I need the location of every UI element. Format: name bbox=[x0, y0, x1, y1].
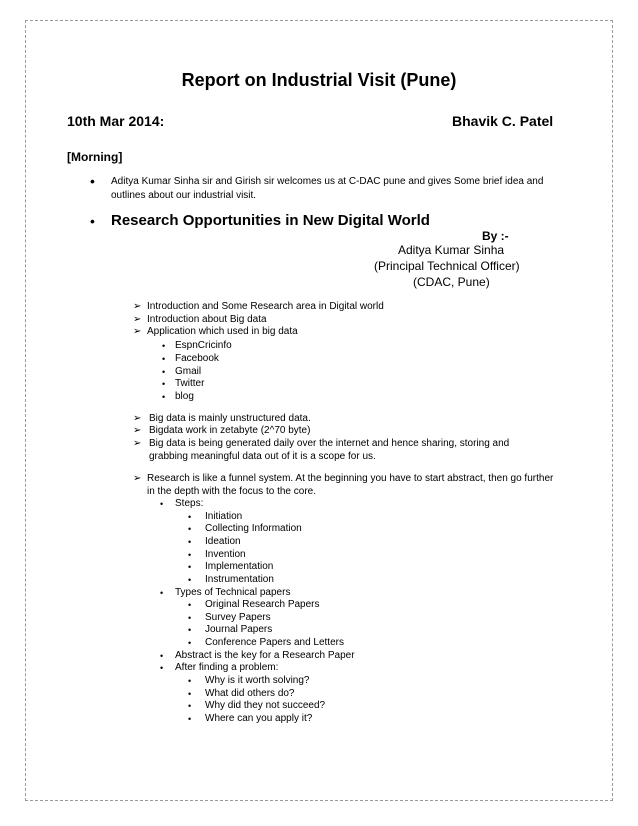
bullet-icon: • bbox=[90, 213, 95, 229]
report-date: 10th Mar 2014: bbox=[67, 113, 165, 129]
question-item: What did others do? bbox=[205, 688, 295, 699]
arrow-bullet-icon: ➢ bbox=[133, 438, 142, 449]
bullet-icon: • bbox=[188, 701, 192, 711]
arrow-bullet-icon: ➢ bbox=[133, 301, 142, 312]
intro-paragraph: Aditya Kumar Sinha sir and Girish sir welcomes us at C-DAC pune and gives Some brief idea and outlines about our industrial visit. bbox=[111, 176, 544, 201]
paper-type-item: Survey Papers bbox=[205, 612, 271, 623]
application-item: blog bbox=[175, 391, 194, 402]
section-heading: Research Opportunities in New Digital World bbox=[111, 212, 430, 229]
bullet-icon: • bbox=[188, 575, 192, 585]
abstract-note: Abstract is the key for a Research Paper bbox=[175, 650, 355, 661]
paper-type-item: Journal Papers bbox=[205, 624, 273, 635]
paper-type-item: Original Research Papers bbox=[205, 599, 320, 610]
topic-item: Introduction about Big data bbox=[147, 314, 267, 325]
bigdata-point: Big data is being generated daily over the internet and hence sharing, storing and grabbing meaningful data out of it is a scope for us. bbox=[149, 438, 510, 462]
bullet-icon: • bbox=[188, 625, 192, 635]
speaker-role: (Principal Technical Officer) bbox=[374, 259, 520, 273]
bullet-icon: • bbox=[188, 537, 192, 547]
report-title: Report on Industrial Visit (Pune) bbox=[181, 70, 457, 90]
step-item: Implementation bbox=[205, 561, 274, 572]
step-item: Invention bbox=[205, 549, 246, 560]
bullet-icon: • bbox=[90, 173, 95, 189]
bullet-icon: • bbox=[162, 379, 166, 389]
bullet-icon: • bbox=[162, 354, 166, 364]
research-intro: Research is like a funnel system. At the beginning you have to start abstract, then go further in the depth with the focus to the core. bbox=[147, 473, 554, 497]
bullet-icon: • bbox=[162, 392, 166, 402]
topic-item: Introduction and Some Research area in Digital world bbox=[147, 301, 384, 312]
bullet-icon: • bbox=[160, 499, 164, 509]
question-item: Why is it worth solving? bbox=[205, 675, 310, 686]
speaker-name: Aditya Kumar Sinha bbox=[398, 243, 505, 257]
papers-label: Types of Technical papers bbox=[175, 587, 291, 598]
bullet-icon: • bbox=[160, 651, 164, 661]
bullet-icon: • bbox=[160, 663, 164, 673]
step-item: Ideation bbox=[205, 536, 241, 547]
bullet-icon: • bbox=[188, 638, 192, 648]
application-item: EspnCricinfo bbox=[175, 340, 232, 351]
session-label: [Morning] bbox=[67, 150, 123, 164]
arrow-bullet-icon: ➢ bbox=[133, 326, 142, 337]
arrow-bullet-icon: ➢ bbox=[133, 413, 142, 424]
steps-label: Steps: bbox=[175, 498, 204, 509]
application-item: Gmail bbox=[175, 366, 202, 377]
paper-type-item: Conference Papers and Letters bbox=[205, 637, 344, 648]
bullet-icon: • bbox=[188, 676, 192, 686]
bigdata-point: Bigdata work in zetabyte (2^70 byte) bbox=[149, 425, 311, 436]
step-item: Instrumentation bbox=[205, 574, 274, 585]
arrow-bullet-icon: ➢ bbox=[133, 314, 142, 325]
bullet-icon: • bbox=[188, 562, 192, 572]
bullet-icon: • bbox=[188, 613, 192, 623]
bullet-icon: • bbox=[160, 588, 164, 598]
report-author: Bhavik C. Patel bbox=[452, 113, 554, 129]
problem-label: After finding a problem: bbox=[175, 662, 279, 673]
question-item: Why did they not succeed? bbox=[205, 700, 326, 711]
question-item: Where can you apply it? bbox=[205, 713, 313, 724]
bigdata-point: Big data is mainly unstructured data. bbox=[149, 413, 311, 424]
application-item: Twitter bbox=[175, 378, 205, 389]
bullet-icon: • bbox=[188, 550, 192, 560]
bullet-icon: • bbox=[162, 367, 166, 377]
bullet-icon: • bbox=[188, 714, 192, 724]
by-label: By :- bbox=[482, 229, 509, 243]
page-border bbox=[25, 20, 613, 801]
step-item: Initiation bbox=[205, 511, 243, 522]
arrow-bullet-icon: ➢ bbox=[133, 473, 142, 484]
bullet-icon: • bbox=[188, 689, 192, 699]
topic-item: Application which used in big data bbox=[147, 326, 298, 337]
bullet-icon: • bbox=[188, 600, 192, 610]
bullet-icon: • bbox=[188, 512, 192, 522]
arrow-bullet-icon: ➢ bbox=[133, 425, 142, 436]
application-item: Facebook bbox=[175, 353, 219, 364]
bullet-icon: • bbox=[162, 341, 166, 351]
step-item: Collecting Information bbox=[205, 523, 302, 534]
speaker-org: (CDAC, Pune) bbox=[413, 275, 490, 289]
bullet-icon: • bbox=[188, 524, 192, 534]
